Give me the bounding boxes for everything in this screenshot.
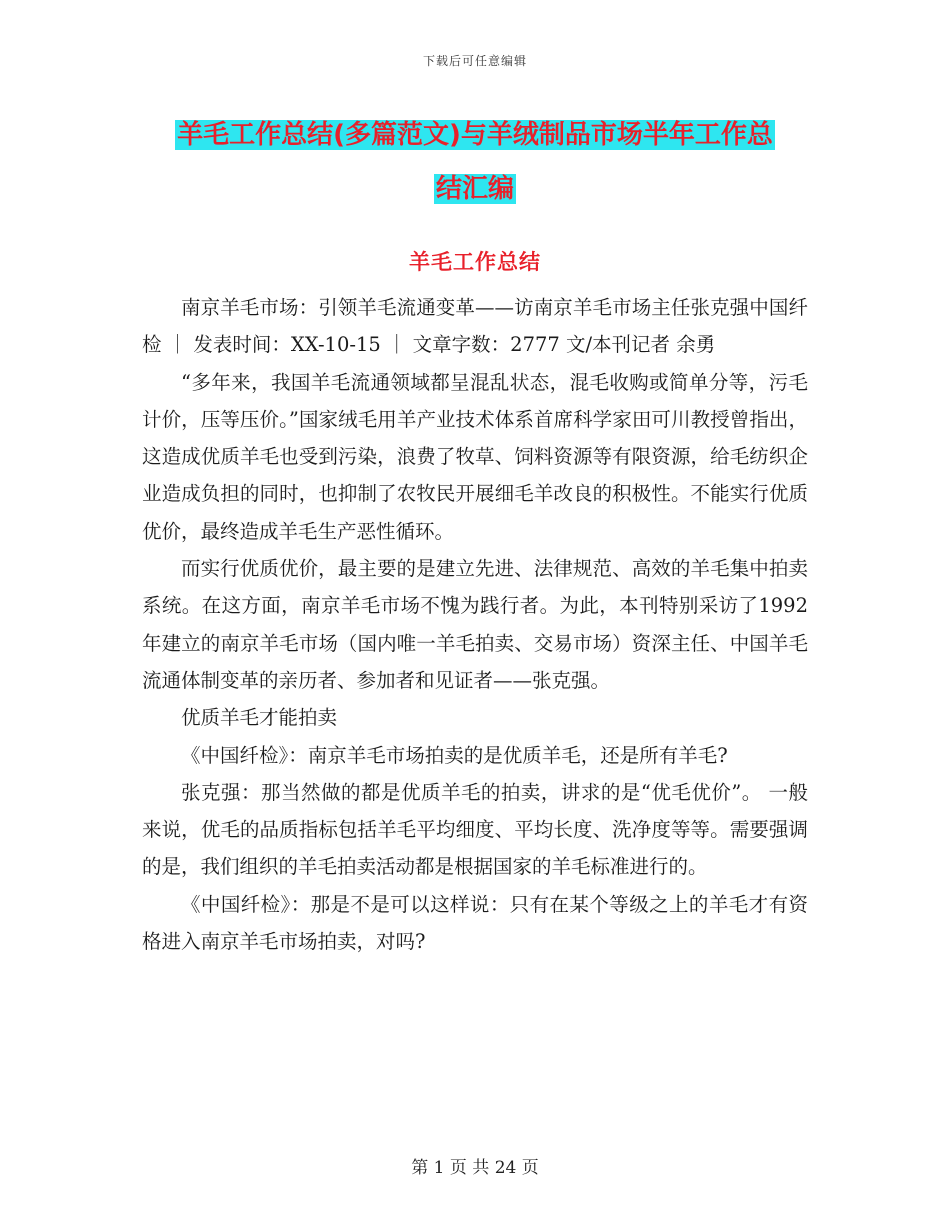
document-title [0,108,950,216]
section-heading: 羊毛工作总结 [409,250,541,274]
page-header-note: 下载后可任意编辑 [422,54,527,68]
page-number: 第 1 页 共 24 页 [411,1158,539,1178]
document-body [142,289,808,960]
paragraph-quote: “多年来，我国羊毛流通领域都呈混乱状态，混毛收购或简单分等，污毛计价，压等压价。”国家绒毛用羊产业技术体系首席科学家田可川教授曾指出，这造成优质羊毛也受到污染，浪费了牧草、饲料资源等有限资源，给毛纺织企业造成负担的同时，也抑制了农牧民开展细毛羊改良的积极性。不能实行优质优价，最终造成羊毛生产恶性循环。 [142,370,808,543]
title-highlight-1: 羊毛工作总结(多篇范文)与羊绒制品市场半年工作总 [177,120,773,150]
paragraph-question-1: 《中国纤检》：南京羊毛市场拍卖的是优质羊毛，还是所有羊毛? [181,743,728,767]
document-title-line-1 [0,108,950,162]
paragraph-question-2: 《中国纤检》：那是不是可以这样说：只有在某个等级之上的羊毛才有资格进入南京羊毛市场拍卖，对吗? [142,892,808,954]
paragraph-subheading: 优质羊毛才能拍卖 [181,706,338,730]
document-title-line-2 [0,162,950,216]
title-highlight-2: 结汇编 [435,174,514,204]
paragraph-article-intro: 南京羊毛市场：引领羊毛流通变革——访南京羊毛市场主任张克强中国纤检 ｜ 发表时间：XX-10-15 ｜ 文章字数：2777 文/本刊记者 余勇 [142,296,808,357]
paragraph-answer-1: 张克强：那当然做的都是优质羊毛的拍卖，讲求的是“优毛优价”。 一般来说，优毛的品质指标包括羊毛平均细度、平均长度、洗净度等等。需要强调的是，我们组织的羊毛拍卖活动都是根据国家的羊毛标准进行的。 [142,780,808,879]
paragraph-auction-system: 而实行优质优价，最主要的是建立先进、法律规范、高效的羊毛集中拍卖系统。在这方面，南京羊毛市场不愧为践行者。为此，本刊特别采访了1992年建立的南京羊毛市场（国内唯一羊毛拍卖、交易市场）资深主任、中国羊毛流通体制变革的亲历者、参加者和见证者——张克强。 [142,557,808,692]
